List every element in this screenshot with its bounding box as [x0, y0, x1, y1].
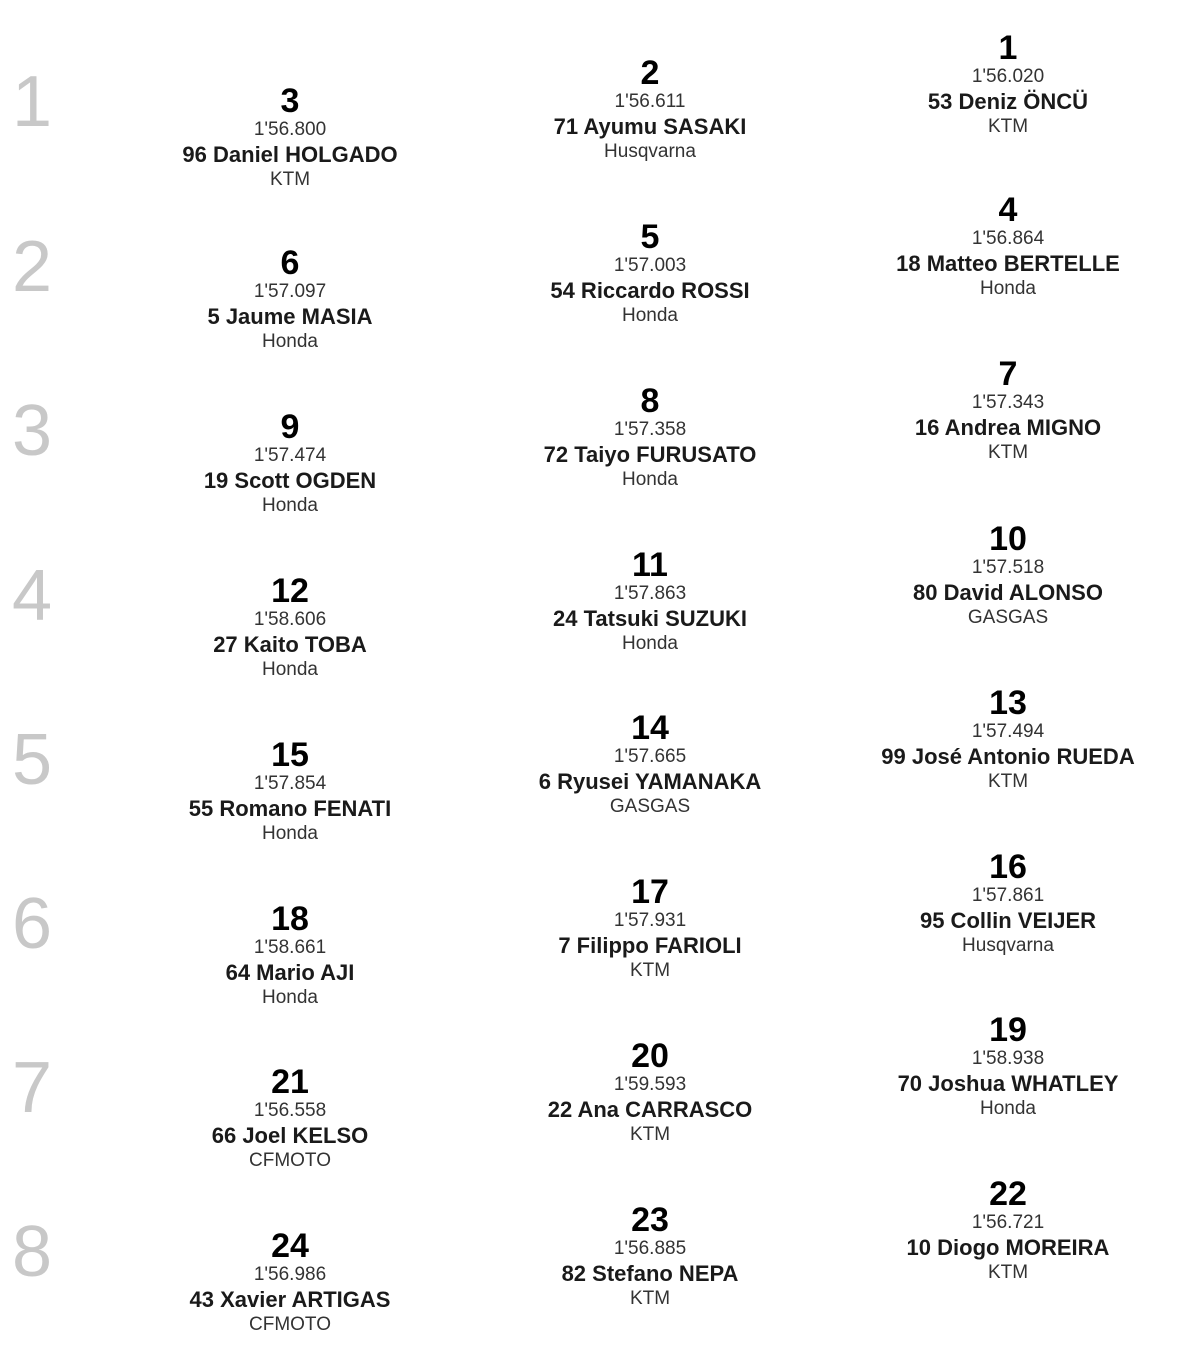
grid-position: 6: [280, 244, 300, 282]
grid-slot: [480, 875, 820, 983]
team-name: Honda: [262, 823, 318, 844]
rider-name: 24 Tatsuki SUZUKI: [553, 606, 747, 631]
team-name: Honda: [262, 331, 318, 352]
grid-position: 24: [271, 1227, 309, 1265]
rider-name: 19 Scott OGDEN: [203, 468, 377, 493]
team-name: GASGAS: [609, 796, 691, 817]
lap-time: 1'56.611: [614, 91, 686, 112]
grid-position: 23: [631, 1201, 669, 1239]
grid-position: 15: [271, 736, 309, 774]
grid-row-number: 3: [12, 391, 53, 471]
rider-name: 43 Xavier ARTIGAS: [189, 1287, 391, 1312]
grid-position: 7: [998, 355, 1018, 393]
grid-position: 19: [989, 1011, 1027, 1049]
team-name: KTM: [987, 1262, 1029, 1283]
grid-slot: [120, 574, 460, 682]
grid-slot: [120, 1065, 460, 1173]
rider-name: 54 Riccardo ROSSI: [550, 278, 750, 303]
grid-slot: [838, 193, 1178, 301]
lap-time: 1'57.358: [613, 419, 687, 440]
grid-row-number: 1: [12, 62, 53, 142]
rider-name: 82 Stefano NEPA: [561, 1261, 739, 1286]
rider-name: 95 Collin VEIJER: [919, 908, 1097, 933]
grid-slot: [838, 850, 1178, 958]
grid-row-number: 4: [12, 556, 53, 636]
rider-name: 80 David ALONSO: [913, 580, 1103, 605]
grid-position: 11: [632, 546, 668, 584]
rider-name: 71 Ayumu SASAKI: [553, 114, 747, 139]
grid-slot: [480, 56, 820, 164]
grid-slot: [838, 686, 1178, 794]
grid-slot: [480, 548, 820, 656]
rider-name: 16 Andrea MIGNO: [914, 415, 1102, 440]
grid-slot: [120, 1229, 460, 1337]
grid-slot: [480, 384, 820, 492]
grid-position: 20: [631, 1037, 669, 1075]
rider-name: 55 Romano FENATI: [188, 796, 392, 821]
grid-slot: [120, 738, 460, 846]
grid-slot: [120, 902, 460, 1010]
grid-slot: [480, 711, 820, 819]
grid-slot: [838, 522, 1178, 630]
grid-position: 9: [280, 408, 300, 446]
lap-time: 1'56.800: [253, 119, 327, 140]
grid-slot: [838, 31, 1178, 139]
lap-time: 1'58.661: [253, 937, 327, 958]
team-name: Husqvarna: [962, 935, 1054, 956]
grid-row-number: 2: [12, 227, 53, 307]
rider-name: 27 Kaito TOBA: [213, 632, 367, 657]
grid-position: 8: [640, 382, 660, 420]
lap-time: 1'57.474: [253, 445, 327, 466]
grid-position: 18: [271, 900, 309, 938]
grid-position: 22: [989, 1175, 1027, 1213]
grid-position: 3: [280, 82, 300, 120]
lap-time: 1'58.938: [971, 1048, 1045, 1069]
grid-slot: [120, 84, 460, 192]
lap-time: 1'56.558: [253, 1100, 327, 1121]
lap-time: 1'56.986: [253, 1264, 327, 1285]
team-name: Honda: [980, 278, 1036, 299]
grid-slot: [480, 1039, 820, 1147]
grid-row-number: 5: [12, 720, 53, 800]
team-name: Honda: [262, 987, 318, 1008]
grid-position: 4: [998, 191, 1018, 229]
team-name: CFMOTO: [249, 1314, 331, 1335]
grid-slot: [120, 246, 460, 354]
rider-name: 10 Diogo MOREIRA: [906, 1235, 1110, 1260]
team-name: Honda: [980, 1098, 1036, 1119]
lap-time: 1'57.494: [971, 721, 1045, 742]
lap-time: 1'57.931: [613, 910, 687, 931]
team-name: Husqvarna: [604, 141, 696, 162]
lap-time: 1'57.863: [613, 583, 687, 604]
team-name: KTM: [629, 1124, 671, 1145]
grid-position: 5: [640, 218, 660, 256]
lap-time: 1'57.665: [613, 746, 687, 767]
team-name: KTM: [987, 771, 1029, 792]
rider-name: 22 Ana CARRASCO: [547, 1097, 753, 1122]
rider-name: 64 Mario AJI: [225, 960, 355, 985]
grid-position: 2: [640, 54, 660, 92]
team-name: Honda: [622, 633, 678, 654]
lap-time: 1'57.518: [971, 557, 1045, 578]
grid-position: 14: [631, 709, 669, 747]
team-name: KTM: [629, 1288, 671, 1309]
grid-position: 13: [989, 684, 1027, 722]
lap-time: 1'57.003: [613, 255, 687, 276]
rider-name: 99 José Antonio RUEDA: [881, 744, 1135, 769]
lap-time: 1'57.097: [253, 281, 327, 302]
lap-time: 1'56.020: [971, 66, 1045, 87]
team-name: KTM: [987, 116, 1029, 137]
grid-slot: [838, 1177, 1178, 1285]
team-name: KTM: [629, 960, 671, 981]
grid-position: 17: [631, 873, 669, 911]
grid-position: 16: [989, 848, 1027, 886]
lap-time: 1'56.721: [971, 1212, 1045, 1233]
lap-time: 1'57.343: [971, 392, 1045, 413]
team-name: Honda: [262, 495, 318, 516]
rider-name: 53 Deniz ÖNCÜ: [927, 89, 1089, 114]
team-name: Honda: [622, 305, 678, 326]
grid-slot: [480, 220, 820, 328]
team-name: Honda: [622, 469, 678, 490]
team-name: KTM: [987, 442, 1029, 463]
grid-slot: [120, 410, 460, 518]
lap-time: 1'57.861: [971, 885, 1045, 906]
grid-slot: [480, 1203, 820, 1311]
lap-time: 1'57.854: [253, 773, 327, 794]
lap-time: 1'58.606: [253, 609, 327, 630]
rider-name: 7 Filippo FARIOLI: [558, 933, 742, 958]
grid-position: 1: [998, 29, 1018, 67]
rider-name: 96 Daniel HOLGADO: [182, 142, 398, 167]
lap-time: 1'56.885: [613, 1238, 687, 1259]
rider-name: 5 Jaume MASIA: [207, 304, 373, 329]
lap-time: 1'56.864: [971, 228, 1045, 249]
team-name: Honda: [262, 659, 318, 680]
rider-name: 72 Taiyo FURUSATO: [543, 442, 757, 467]
team-name: GASGAS: [967, 607, 1049, 628]
grid-slot: [838, 357, 1178, 465]
grid-position: 10: [989, 520, 1027, 558]
rider-name: 6 Ryusei YAMANAKA: [538, 769, 762, 794]
grid-slot: [838, 1013, 1178, 1121]
grid-row-number: 8: [12, 1212, 53, 1292]
team-name: KTM: [269, 169, 311, 190]
grid-position: 21: [271, 1063, 309, 1101]
rider-name: 66 Joel KELSO: [211, 1123, 369, 1148]
team-name: CFMOTO: [249, 1150, 331, 1171]
grid-row-number: 6: [12, 884, 53, 964]
grid-position: 12: [271, 572, 309, 610]
lap-time: 1'59.593: [613, 1074, 687, 1095]
grid-row-number: 7: [12, 1048, 53, 1128]
rider-name: 70 Joshua WHATLEY: [897, 1071, 1119, 1096]
rider-name: 18 Matteo BERTELLE: [896, 251, 1120, 276]
